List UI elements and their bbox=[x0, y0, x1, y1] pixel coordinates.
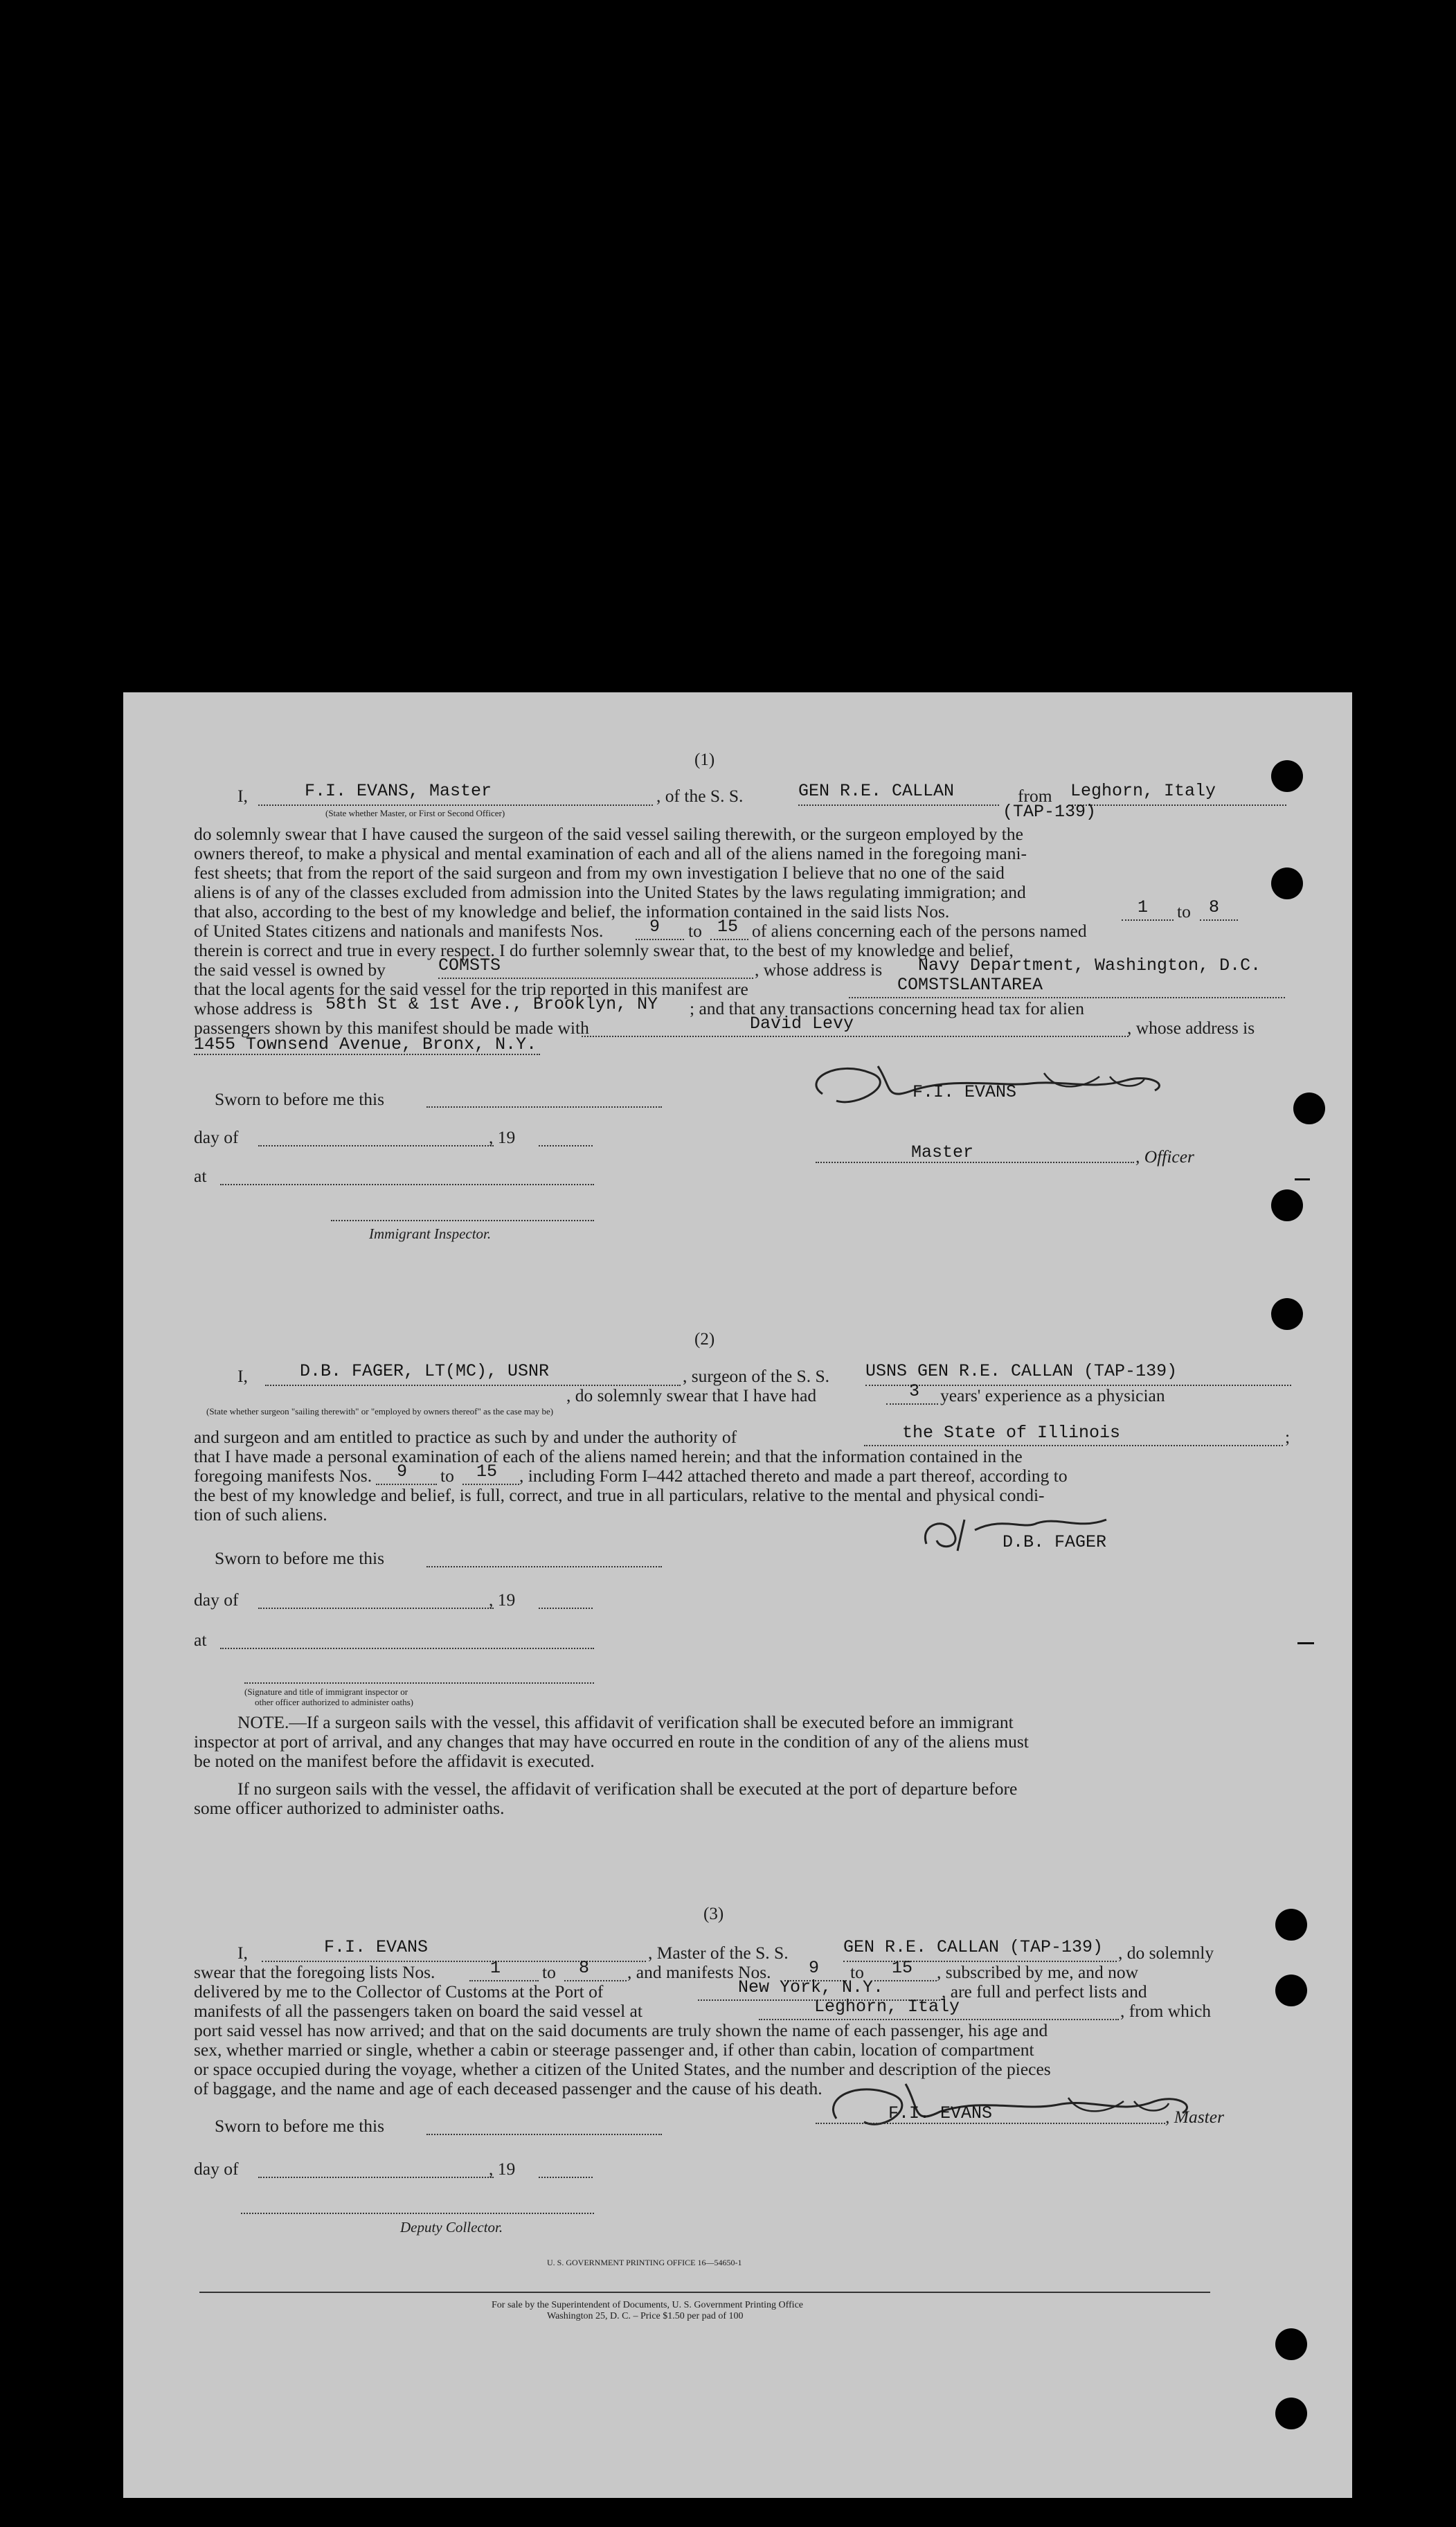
s3-line: delivered by me to the Collector of Customs at the Port of bbox=[194, 1981, 604, 2002]
s1-title: Master bbox=[911, 1142, 974, 1162]
section-2-number: (2) bbox=[694, 1330, 715, 1349]
s3-signer: F.I. EVANS bbox=[888, 2103, 993, 2123]
s3-vessel: GEN R.E. CALLAN (TAP-139) bbox=[843, 1937, 1104, 1957]
s1-line: do solemnly swear that I have caused the surgeon of the said vessel sailing therewith, or the surgeon employed by the bbox=[194, 824, 1023, 844]
s1-owner-address: Navy Department, Washington, D.C. bbox=[918, 955, 1261, 975]
s2-at: at bbox=[194, 1630, 207, 1650]
s1-line: the said vessel is owned by bbox=[194, 960, 386, 980]
s1-inspector-label: Immigrant Inspector. bbox=[369, 1225, 492, 1242]
s1-line: that the local agents for the said vessel for the trip reported in this manifest are bbox=[194, 979, 748, 999]
s2-day-of: day of bbox=[194, 1590, 239, 1610]
footer-sale-1: For sale by the Superintendent of Documents, U. S. Government Printing Office bbox=[492, 2300, 803, 2310]
s1-line: that also, according to the best of my knowledge and belief, the information contained in the said lists Nos. bbox=[194, 901, 950, 921]
note-line: be noted on the manifest before the affidavit is executed. bbox=[194, 1751, 595, 1771]
s3-line: , and manifests Nos. bbox=[627, 1962, 771, 1982]
s3-line: , are full and perfect lists and bbox=[942, 1981, 1147, 2002]
punch-hole bbox=[1275, 2398, 1307, 2429]
s1-line: , whose address is bbox=[1127, 1018, 1255, 1038]
s3-collector-label: Deputy Collector. bbox=[400, 2219, 503, 2236]
note-line: If no surgeon sails with the vessel, the affidavit of verification shall be executed at the port of departure before bbox=[237, 1779, 1018, 1799]
s1-to: to bbox=[688, 921, 702, 941]
s1-sworn: Sworn to before me this bbox=[215, 1089, 385, 1109]
s1-year: , 19 bbox=[489, 1127, 516, 1147]
s3-line: , Master of the S. S. bbox=[648, 1943, 789, 1963]
s1-from: from bbox=[1018, 786, 1052, 806]
s3-line: , from which bbox=[1120, 2001, 1212, 2021]
punch-hole bbox=[1271, 1189, 1303, 1221]
s1-agents-address: 58th St & 1st Ave., Brooklyn, NY bbox=[325, 994, 658, 1014]
s2-manifests-from: 9 bbox=[397, 1462, 408, 1482]
s1-owner: COMSTS bbox=[438, 955, 501, 975]
s2-years: 3 bbox=[909, 1381, 920, 1401]
s1-line: ; and that any transactions concerning head tax for alien bbox=[690, 998, 1084, 1018]
s1-to: to bbox=[1177, 901, 1191, 921]
section-3-number: (3) bbox=[703, 1905, 724, 1923]
s1-line: aliens is of any of the classes excluded from admission into the United States by the laws regulating immigration; and bbox=[194, 882, 1026, 902]
s2-line: ; bbox=[1285, 1427, 1291, 1447]
s1-officer: F.I. EVANS, Master bbox=[305, 781, 492, 801]
s1-agents: COMSTSLANTAREA bbox=[897, 975, 1043, 995]
s2-sworn: Sworn to before me this bbox=[215, 1548, 385, 1568]
s3-line: swear that the foregoing lists Nos. bbox=[194, 1962, 435, 1982]
s1-manifests-from: 9 bbox=[649, 917, 660, 937]
edge-mark bbox=[1297, 1642, 1314, 1644]
s2-signer: D.B. FAGER bbox=[1003, 1532, 1107, 1552]
s2-sig-label-1: (Signature and title of immigrant inspector or bbox=[244, 1687, 408, 1697]
s1-line: of aliens concerning each of the persons named bbox=[752, 921, 1087, 941]
s1-officer-hint: (State whether Master, or First or Second Officer) bbox=[325, 808, 505, 818]
s2-sig-label-2: other officer authorized to administer oaths) bbox=[255, 1697, 413, 1707]
s1-lists-from: 1 bbox=[1138, 897, 1149, 917]
edge-mark bbox=[1295, 1178, 1310, 1180]
footer-gpo: U. S. GOVERNMENT PRINTING OFFICE 16—54650-1 bbox=[547, 2258, 742, 2267]
s3-line: sex, whether married or single, whether a cabin or steerage passenger and, if other than cabin, location of compartment bbox=[194, 2040, 1034, 2060]
s2-line: , surgeon of the S. S. bbox=[683, 1366, 830, 1386]
s2-hint: (State whether surgeon "sailing therewith" or "employed by owners thereof" as the case may be) bbox=[206, 1406, 554, 1417]
s3-to: to bbox=[542, 1962, 556, 1982]
s1-line: whose address is bbox=[194, 998, 313, 1018]
s1-lists-to: 8 bbox=[1209, 897, 1220, 917]
s2-surgeon: D.B. FAGER, LT(MC), USNR bbox=[300, 1361, 550, 1381]
signature-evans-2 bbox=[816, 2070, 1203, 2139]
note-line: some officer authorized to administer oaths. bbox=[194, 1798, 505, 1818]
s1-head-tax-address: 1455 Townsend Avenue, Bronx, N.Y. bbox=[194, 1034, 537, 1054]
s1-i: I, bbox=[237, 786, 248, 806]
punch-hole bbox=[1271, 867, 1303, 899]
s3-day-of: day of bbox=[194, 2159, 239, 2179]
footer-sale-2: Washington 25, D. C. – Price $1.50 per pad of 100 bbox=[547, 2311, 744, 2321]
s2-line: the best of my knowledge and belief, is full, correct, and true in all particulars, relative to the mental and physical condi- bbox=[194, 1485, 1045, 1505]
s3-sworn: Sworn to before me this bbox=[215, 2116, 385, 2136]
punch-hole bbox=[1275, 2328, 1307, 2360]
s3-to: to bbox=[850, 1962, 864, 1982]
punch-hole bbox=[1271, 1298, 1303, 1330]
s3-master-label: , Master bbox=[1165, 2107, 1224, 2127]
s1-signer: F.I. EVANS bbox=[913, 1082, 1017, 1102]
s1-officer-label: , Officer bbox=[1135, 1146, 1194, 1167]
s1-head-tax-contact: David Levy bbox=[750, 1014, 854, 1034]
note-line: NOTE.—If a surgeon sails with the vessel, this affidavit of verification shall be executed before an immigrant bbox=[237, 1712, 1014, 1732]
s1-port-from: Leghorn, Italy bbox=[1070, 781, 1216, 801]
s2-line: years' experience as a physician bbox=[940, 1385, 1165, 1405]
punch-hole bbox=[1271, 760, 1303, 792]
s1-manifests-to: 15 bbox=[717, 917, 739, 937]
s1-vessel: GEN R.E. CALLAN bbox=[798, 781, 955, 801]
s2-line: tion of such aliens. bbox=[194, 1504, 327, 1525]
s1-vessel-no: (TAP-139) bbox=[1003, 802, 1097, 822]
s3-lists-from: 1 bbox=[490, 1958, 501, 1978]
section-1-number: (1) bbox=[694, 750, 715, 769]
note-line: inspector at port of arrival, and any changes that may have occurred en route in the condition of any of the aliens must bbox=[194, 1732, 1029, 1752]
s3-i: I, bbox=[237, 1943, 248, 1963]
s1-line: , whose address is bbox=[755, 960, 883, 980]
s2-authority: the State of Illinois bbox=[902, 1423, 1121, 1443]
s2-year: , 19 bbox=[489, 1590, 516, 1610]
s3-manifests-from: 9 bbox=[809, 1958, 820, 1978]
s1-day-of: day of bbox=[194, 1127, 239, 1147]
s1-line: passengers shown by this manifest should be made with bbox=[194, 1018, 589, 1038]
s1-of-ss: , of the S. S. bbox=[656, 786, 744, 806]
s3-line: , subscribed by me, and now bbox=[937, 1962, 1139, 1982]
s2-line: and surgeon and am entitled to practice as such by and under the authority of bbox=[194, 1427, 737, 1447]
s2-line: foregoing manifests Nos. bbox=[194, 1466, 372, 1486]
s2-to: to bbox=[440, 1466, 454, 1486]
s2-line: that I have made a personal examination of each of the aliens named herein; and that the information contained in the bbox=[194, 1446, 1023, 1466]
s2-line: , including Form I–442 attached thereto and made a part thereof, according to bbox=[519, 1466, 1068, 1486]
s3-line: or space occupied during the voyage, whether a citizen of the United States, and the number and description of the pieces bbox=[194, 2059, 1051, 2079]
s3-line: port said vessel has now arrived; and that on the said documents are truly shown the name of each passenger, his age and bbox=[194, 2020, 1048, 2040]
footer-rule bbox=[199, 2292, 1210, 2293]
s2-line: , do solemnly swear that I have had bbox=[566, 1385, 817, 1405]
punch-hole bbox=[1293, 1092, 1325, 1124]
s2-i: I, bbox=[237, 1366, 248, 1386]
s3-line: , do solemnly bbox=[1118, 1943, 1214, 1963]
document-page bbox=[123, 692, 1352, 2498]
s1-line: fest sheets; that from the report of the said surgeon and from my own investigation I believe that no one of the said bbox=[194, 863, 1005, 883]
s1-line: owners thereof, to make a physical and mental examination of each and all of the aliens named in the foregoing mani- bbox=[194, 843, 1027, 863]
s3-port-from: Leghorn, Italy bbox=[814, 1997, 960, 2017]
s2-manifests-to: 15 bbox=[476, 1462, 498, 1482]
punch-hole bbox=[1275, 1909, 1307, 1941]
s3-manifests-to: 15 bbox=[892, 1958, 913, 1978]
s3-lists-to: 8 bbox=[579, 1958, 590, 1978]
s1-line: therein is correct and true in every respect. I do further solemnly swear that, to the best of my knowledge and belief, bbox=[194, 940, 1014, 960]
s3-master: F.I. EVANS bbox=[324, 1937, 429, 1957]
s3-line: manifests of all the passengers taken on board the said vessel at bbox=[194, 2001, 642, 2021]
s3-year: , 19 bbox=[489, 2159, 516, 2179]
s3-port: New York, N.Y. bbox=[738, 1977, 884, 1997]
punch-hole bbox=[1275, 1975, 1307, 2006]
s2-vessel: USNS GEN R.E. CALLAN (TAP-139) bbox=[865, 1361, 1178, 1381]
s3-line: of baggage, and the name and age of each deceased passenger and the cause of his death. bbox=[194, 2078, 823, 2098]
s1-line: of United States citizens and nationals and manifests Nos. bbox=[194, 921, 604, 941]
s1-at: at bbox=[194, 1166, 207, 1186]
